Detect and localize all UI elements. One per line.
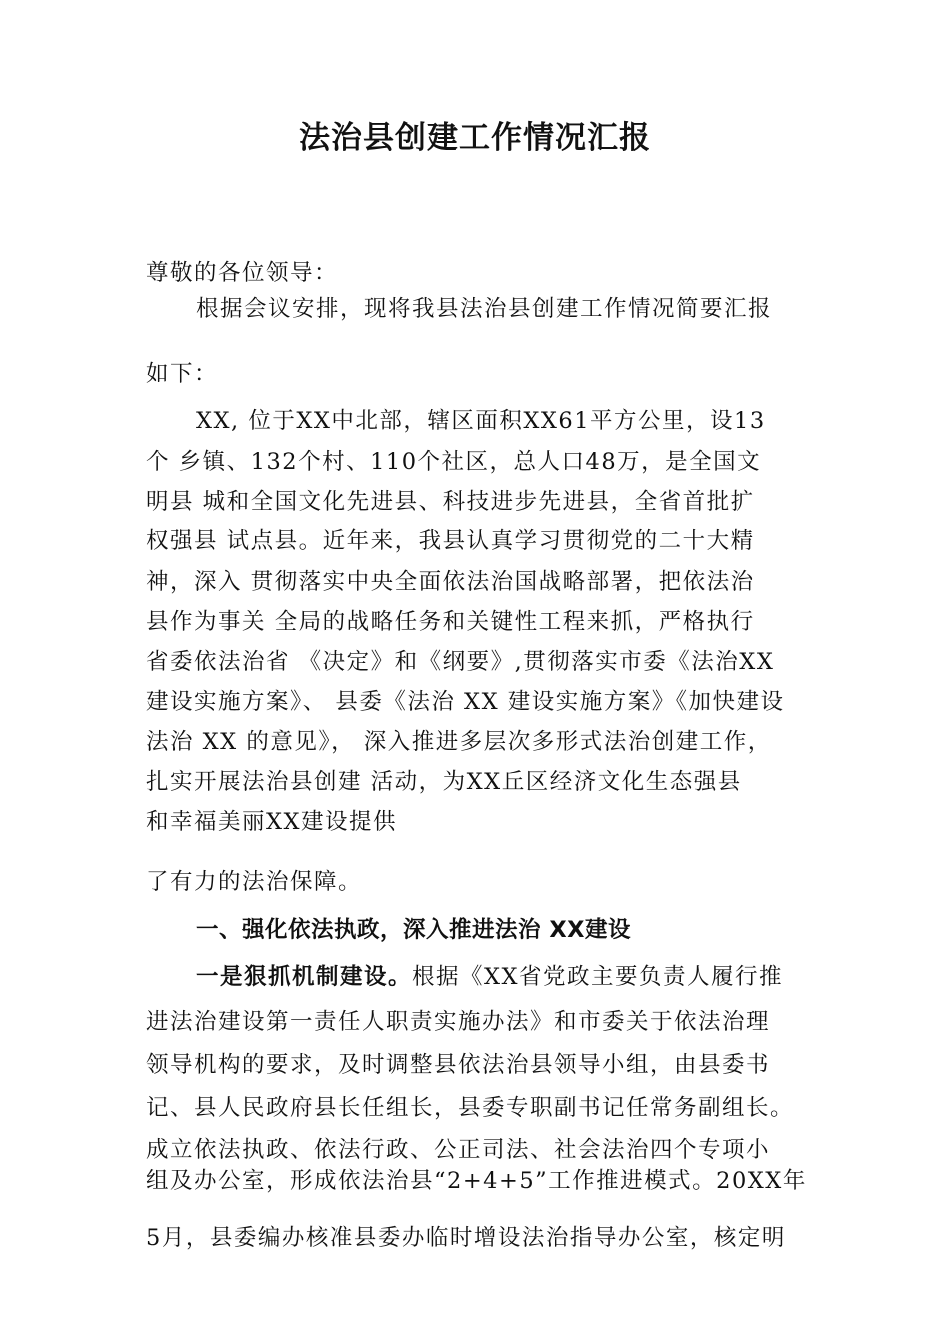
section-heading: 一、强化依法执政，深入推进法治 XX建设 xyxy=(196,917,632,943)
section-paragraph-line: 组及办公室，形成依法治县“2+4+5”工作推进模式。20XX年 xyxy=(146,1168,807,1194)
section-paragraph-line: 记、县人民政府县长任组长，县委专职副书记任常务副组长。 xyxy=(146,1095,795,1121)
overview-line: 扎实开展法治县创建 活动，为XX丘区经济文化生态强县 xyxy=(146,769,742,795)
salutation: 尊敬的各位领导： xyxy=(146,260,339,286)
overview-line: 和幸福美丽XX建设提供 xyxy=(146,809,398,835)
section-paragraph-line: 进法治建设第一责任人职责实施办法》和市委关于依法治理 xyxy=(146,1009,771,1035)
overview-line: 明县 城和全国文化先进县、科技进步先进县，全省首批扩 xyxy=(146,489,755,515)
overview-line: 县作为事关 全局的战略任务和关键性工程来抓，严格执行 xyxy=(146,609,755,635)
paragraph-text: 根据《XX省党政主要负责人履行推 xyxy=(412,964,784,990)
overview-line: 神，深入 贯彻落实中央全面依法治国战略部署，把依法治 xyxy=(146,569,755,595)
overview-line: 了有力的法治保障。 xyxy=(146,869,363,895)
section-paragraph-first-line xyxy=(196,960,783,994)
intro-line-2: 如下： xyxy=(146,361,219,387)
overview-line: 法治 XX 的意见》， 深入推进多层次多形式法治创建工作， xyxy=(146,729,772,755)
overview-line: 建设实施方案》、 县委《法治 XX 建设实施方案》《加快建设 xyxy=(146,689,785,715)
overview-line: 省委依法治省 《决定》和《纲要》,贯彻落实市委《法治XX xyxy=(146,649,775,675)
section-paragraph-line: 成立依法执政、依法行政、公正司法、社会法治四个专项小 xyxy=(146,1137,771,1163)
paragraph-lead: 一是狠抓机制建设。 xyxy=(196,964,413,990)
intro-line-1: 根据会议安排，现将我县法治县创建工作情况简要汇报 xyxy=(196,296,773,322)
section-paragraph-line: 领导机构的要求，及时调整县依法治县领导小组，由县委书 xyxy=(146,1052,771,1078)
section-paragraph-line: 5月，县委编办核准县委办临时增设法治指导办公室，核定明 xyxy=(146,1225,786,1251)
overview-line: 权强县 试点县。近年来，我县认真学习贯彻党的二十大精 xyxy=(146,528,755,554)
overview-line: XX, 位于XX中北部，辖区面积XX61平方公里，设13 xyxy=(196,408,766,434)
document-title: 法治县创建工作情况汇报 xyxy=(299,120,651,156)
overview-line: 个 乡镇、132个村、110个社区，总人口48万，是全国文 xyxy=(146,449,762,475)
